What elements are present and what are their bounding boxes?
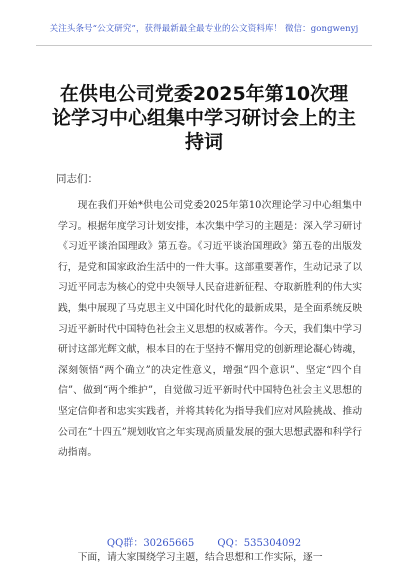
document-title: 在供电公司党委2025年第10次理论学习中心组集中学习研讨会上的主持词 xyxy=(52,83,357,153)
body-paragraph: 现在我们开始*供电公司党委2025年第10次理论学习中心组集中学习。根据年度学习计划安排，本次集中学习的主题是：深入学习研讨《习近平谈治国理政》第五卷。《习近平谈治国理政》第五卷的出版发行，是党和国家政治生活中的一件大事。这部重要著作，生动记录了以习近平同志为核心的党中央领导人民奋进新征程、夺取新胜利的伟大实践，集中展现了马克思主义中国化时代化的最新成果，是全面系统反映习近平新时代中国特色社会主义思想的权威著作。今天，我们集中学习研讨这部光辉文献，根本目的在于坚持不懈用党的创新理论凝心铸魂，深刻领悟“两个确立”的决定性意义，增强“四个意识”、坚定“四个自信”、做到“两个维护”，自觉做习近平新时代中国特色社会主义思想的坚定信仰者和忠实实践者，并将其转化为指导我们应对风险挑战、推动公司在“十四五”规划收官之年实现高质量发展的强大思想武器和科学行动指南。 xyxy=(58,200,362,459)
salutation: 同志们： xyxy=(56,173,98,185)
header-note: 关注头条号“公文研究”，获得最新最全最专业的公文资料库！ 微信：gongwenyj xyxy=(49,24,359,34)
qq-number: QQ：535304092 xyxy=(217,538,302,549)
body-paragraph: 下面，请大家围绕学习主题，结合思想和工作实际，逐一 xyxy=(77,552,323,563)
footer-contact xyxy=(0,534,408,549)
header-divider xyxy=(36,45,372,46)
qq-group-number: QQ群：30265665 xyxy=(106,538,195,549)
